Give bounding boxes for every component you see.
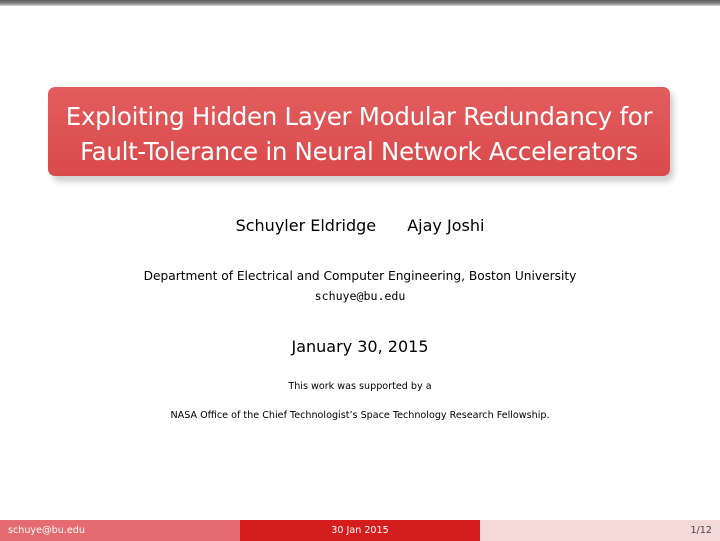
authors xyxy=(0,215,720,237)
footer-email: schuye@bu.edu xyxy=(0,520,240,541)
title-box xyxy=(48,87,670,176)
footer-bar xyxy=(0,520,720,541)
author-2: Ajay Joshi xyxy=(407,216,485,235)
title-line-1: Exploiting Hidden Layer Modular Redundancy for xyxy=(65,102,653,131)
presentation-date: January 30, 2015 xyxy=(291,337,429,356)
support-note-line-2: NASA Office of the Chief Technologist’s Space Technology Research Fellowship. xyxy=(170,410,550,421)
footer-page-number: 1/12 xyxy=(480,520,720,541)
affiliation: Department of Electrical and Computer Engineering, Boston University xyxy=(143,269,577,283)
title-line-2: Fault-Tolerance in Neural Network Accelerators xyxy=(80,137,638,166)
top-header-bar xyxy=(0,0,720,6)
email-address: schuye@bu.edu xyxy=(314,289,406,303)
support-note-line-1: This work was supported by a xyxy=(288,381,432,392)
author-1: Schuyler Eldridge xyxy=(235,216,377,235)
footer-date: 30 Jan 2015 xyxy=(240,520,480,541)
